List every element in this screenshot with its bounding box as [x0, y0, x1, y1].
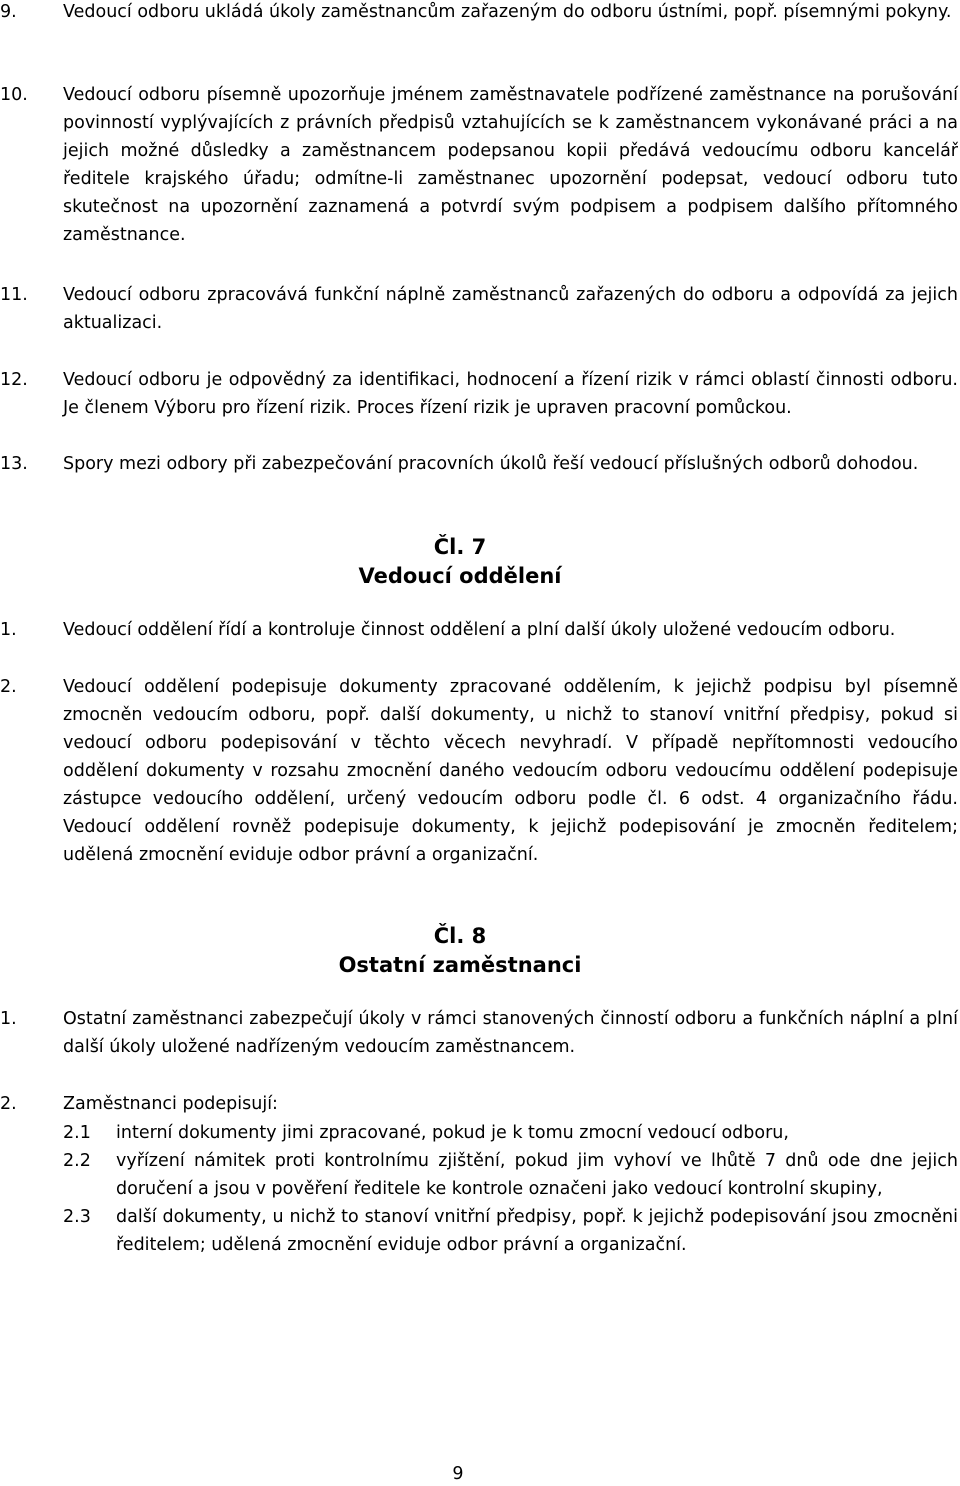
list-item	[0, 616, 958, 644]
item-number: 11.	[0, 285, 28, 305]
item-number: 1.	[0, 620, 17, 640]
sub-item-text: vyřízení námitek proti kontrolnímu zjištění, pokud jim vyhoví ve lhůtě 7 dnů ode dne jejich doručení a jsou v pověření ředitele ke kontrole označeni jako vedoucí kontrolní skupiny,	[116, 1151, 958, 1199]
item-number: 13.	[0, 454, 28, 474]
sub-item-number: 2.3	[63, 1207, 91, 1227]
list-item	[0, 81, 958, 249]
article-number: Čl. 7	[433, 535, 487, 559]
sub-list-item	[63, 1203, 958, 1259]
sub-list-item	[63, 1147, 958, 1203]
item-text: Zaměstnanci podepisují:	[63, 1094, 278, 1114]
article-title: Vedoucí oddělení	[358, 564, 562, 588]
list-item	[0, 366, 958, 422]
sub-item-text: další dokumenty, u nichž to stanoví vnitřní předpisy, popř. k jejichž podepisování jsou zmocněni ředitelem; udělená zmocnění eviduje odbor právní a organizační.	[116, 1207, 958, 1255]
item-text: Vedoucí odboru je odpovědný za identifikaci, hodnocení a řízení rizik v rámci oblastí činnosti odboru. Je členem Výboru pro řízení rizik. Proces řízení rizik je upraven pracovní pomůckou.	[63, 370, 958, 418]
item-number: 9.	[0, 2, 17, 22]
item-text: Vedoucí odboru písemně upozorňuje jménem zaměstnavatele podřízené zaměstnance na porušování povinností vyplývajících z právních předpisů vztahujících se k zaměstnancem vykonávané práci a na jejich možné důsledky a zaměstnancem podepsanou kopii předává vedoucímu odboru kancelář ředitele krajského úřadu; odmítne-li zaměstnanec upozornění podepsat, vedoucí odboru tuto skutečnost na upozornění zaznamená a potvrdí svým podpisem a podpisem dalšího přítomného zaměstnance.	[63, 85, 958, 245]
item-text: Ostatní zaměstnanci zabezpečují úkoly v rámci stanovených činností odboru a funkčních náplní a plní další úkoly uložené nadřízeným vedoucím zaměstnancem.	[63, 1009, 958, 1057]
sub-item-number: 2.1	[63, 1123, 91, 1143]
page-number: 9	[452, 1464, 464, 1484]
list-item	[0, 0, 958, 26]
sub-item-text: interní dokumenty jimi zpracované, pokud je k tomu zmocní vedoucí odboru,	[116, 1123, 789, 1143]
item-text: Vedoucí odboru zpracovává funkční náplně zaměstnanců zařazených do odboru a odpovídá za jejich aktualizaci.	[63, 285, 958, 333]
list-item	[0, 1005, 958, 1061]
list-item	[0, 1090, 958, 1118]
article-title: Ostatní zaměstnanci	[338, 953, 582, 977]
item-number: 1.	[0, 1009, 17, 1029]
item-number: 2.	[0, 677, 17, 697]
list-item	[0, 673, 958, 869]
item-text: Spory mezi odbory při zabezpečování pracovních úkolů řeší vedoucí příslušných odborů dohodou.	[63, 454, 919, 474]
sub-list-item	[63, 1119, 958, 1147]
list-item	[0, 450, 958, 478]
sub-item-number: 2.2	[63, 1151, 91, 1171]
item-number: 10.	[0, 85, 28, 105]
item-number: 2.	[0, 1094, 17, 1114]
item-text: Vedoucí oddělení řídí a kontroluje činnost oddělení a plní další úkoly uložené vedoucím odboru.	[63, 620, 896, 640]
item-text: Vedoucí oddělení podepisuje dokumenty zpracované oddělením, k jejichž podpisu byl písemně zmocněn vedoucím odboru, popř. další dokumenty, u nichž to stanoví vnitřní předpisy, pokud si vedoucí odboru podepisování v těchto věcech nevyhradí. V případě nepřítomnosti vedoucího oddělení dokumenty v rozsahu zmocnění daného vedoucím odboru vedoucímu oddělení podepisuje zástupce vedoucího oddělení, určený vedoucím odboru podle čl. 6 odst. 4 organizačního řádu. Vedoucí oddělení rovněž podepisuje dokumenty, k jejichž podepisování je zmocněn ředitelem; udělená zmocnění eviduje odbor právní a organizační.	[63, 677, 958, 865]
item-number: 12.	[0, 370, 28, 390]
article-number: Čl. 8	[433, 924, 487, 948]
list-item	[0, 281, 958, 337]
item-text: Vedoucí odboru ukládá úkoly zaměstnancům zařazeným do odboru ústními, popř. písemnými pokyny.	[63, 2, 952, 22]
